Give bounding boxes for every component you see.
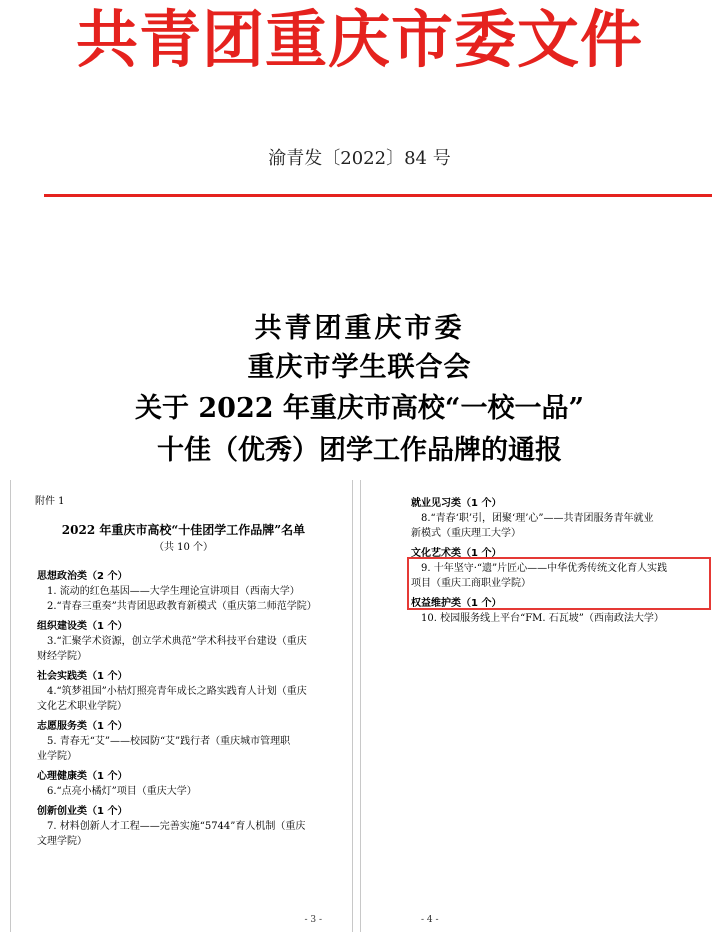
page-number: - 4 -	[421, 915, 439, 925]
list-item	[409, 511, 707, 541]
category-heading: 就业见习类（1 个）	[411, 498, 502, 509]
category-block	[35, 569, 332, 614]
list-item	[35, 734, 332, 764]
category-block	[35, 619, 332, 664]
category-heading: 心理健康类（1 个）	[37, 771, 128, 782]
list-item-line: 8.“青春‘职’引，团聚‘理’心”——共青团服务青年就业	[421, 513, 654, 524]
category-heading: 志愿服务类（1 个）	[37, 721, 128, 732]
list-item-line: 项目（重庆工商职业学院）	[411, 578, 531, 589]
list-item-line: 新模式（重庆理工大学）	[411, 528, 521, 539]
list-item	[35, 634, 332, 664]
page-number: - 3 -	[304, 915, 322, 925]
list-item-line: 10. 校园服务线上平台“FM. 石瓦坡”（西南政法大学）	[421, 613, 664, 624]
list-item-line: 6.“点亮小橘灯”项目（重庆大学）	[47, 786, 197, 797]
list-count: （共 10 个）	[153, 542, 214, 553]
title-line-4: 十佳（优秀）团学工作品牌的通报	[157, 435, 562, 466]
document-masthead: 共青团重庆市委文件	[75, 3, 643, 76]
list-item-line: 4.“筑梦祖国”小桔灯照亮青年成长之路实践育人计划（重庆	[47, 686, 307, 697]
left-sections	[35, 569, 332, 849]
attachment-label: 附件 1	[35, 496, 65, 507]
list-item	[409, 611, 707, 626]
list-item-line: 文理学院）	[37, 836, 87, 847]
list-item-line: 9. 十年坚守·“遗”片匠心——中华优秀传统文化育人实践	[421, 563, 668, 574]
title-line-1: 共青团重庆市委	[254, 313, 465, 344]
list-item-line: 2.“青春三重奏”共青团思政教育新模式（重庆第二师范学院）	[47, 601, 317, 612]
category-block	[35, 769, 332, 799]
category-block	[409, 496, 707, 541]
category-block	[35, 669, 332, 714]
list-item	[35, 599, 332, 614]
category-heading: 权益维护类（1 个）	[411, 598, 502, 609]
list-item	[35, 784, 332, 799]
highlight-box	[407, 557, 711, 610]
list-title: 2022 年重庆市高校“十佳团学工作品牌”名单	[61, 523, 306, 537]
list-item-line: 文化艺术职业学院）	[37, 701, 127, 712]
right-page	[360, 480, 715, 932]
list-item-line: 3.“汇聚学术资源，创立学术典范”学术科技平台建设（重庆	[47, 636, 307, 647]
list-item-line: 7. 材料创新人才工程——完善实施“5744”育人机制（重庆	[47, 821, 306, 832]
category-heading: 组织建设类（1 个）	[37, 621, 128, 632]
list-item	[35, 584, 332, 599]
category-block	[35, 804, 332, 849]
title-line-2: 重庆市学生联合会	[247, 352, 472, 383]
list-item-line: 1. 流动的红色基因——大学生理论宣讲项目（西南大学）	[47, 586, 300, 597]
list-item-line: 财经学院）	[37, 651, 87, 662]
category-block	[35, 719, 332, 764]
left-page	[10, 480, 353, 932]
category-heading: 创新创业类（1 个）	[37, 806, 128, 817]
red-divider-line	[44, 194, 712, 197]
title-line-3: 关于 2022 年重庆市高校“一校一品”	[134, 393, 584, 424]
list-item-line: 5. 青春无“艾”——校园防“艾”践行者（重庆城市管理职	[47, 736, 291, 747]
list-item	[35, 684, 332, 714]
list-item	[35, 819, 332, 849]
document-number: 渝青发〔2022〕84 号	[268, 148, 451, 169]
list-item-line: 业学院）	[37, 751, 77, 762]
category-heading: 思想政治类（2 个）	[37, 571, 128, 582]
category-heading: 文化艺术类（1 个）	[411, 548, 502, 559]
category-heading: 社会实践类（1 个）	[37, 671, 128, 682]
